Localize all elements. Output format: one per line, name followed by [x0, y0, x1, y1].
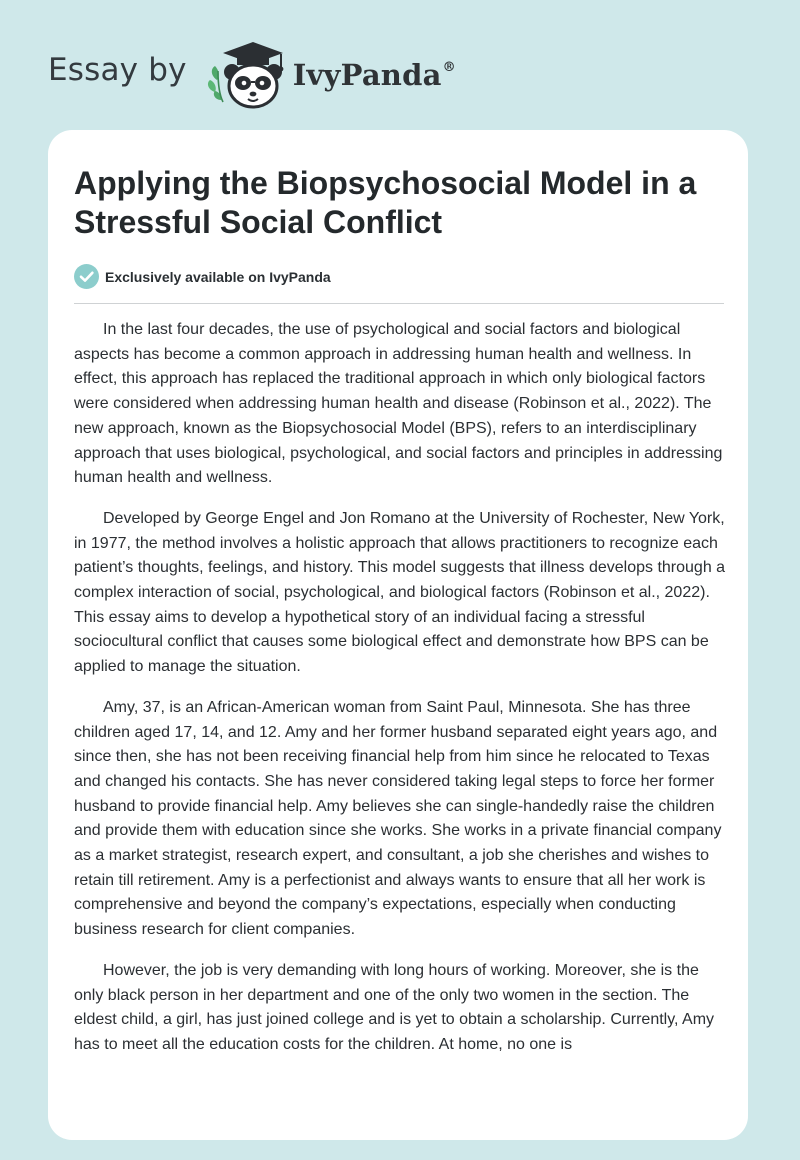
site-header [48, 36, 456, 110]
essay-body [74, 318, 726, 1074]
registered-mark: ® [442, 60, 456, 75]
essay-paragraph: Amy, 37, is an African-American woman from Saint Paul, Minnesota. She has three children aged 17, 14, and 12. Amy and her former husband separated eight years ago, and since then, she has not been receiving financial help from him since he relocated to Texas and changed his contacts. She has never considered taking legal steps to force her former husband to provide financial help. Amy believes she can single-handedly raise the children and provide them with education since she works. She works in a private financial company as a market strategist, research expert, and consultant, a job she cherishes and wishes to retain till retirement. Amy is a perfectionist and always wants to ensure that all her work is comprehensive and beyond the company’s expectations, especially when conducting business research for client companies. [74, 698, 722, 939]
essay-by-label: Essay by [48, 52, 187, 88]
essay-paragraph: Developed by George Engel and Jon Romano at the University of Rochester, New York, in 1977, the method involves a holistic approach that allows practitioners to recognize each patient’s thoughts, feelings, and history. This model suggests that illness develops through a complex interaction of social, psychological, and biological factors (Robinson et al., 2022). This essay aims to develop a hypothetical story of an individual facing a stressful sociocultural conflict that causes some biological effect and demonstrate how BPS can be applied to manage the situation. [74, 509, 726, 676]
brand-name[interactable] [293, 58, 456, 92]
essay-title: Applying the Biopsychosocial Model in a Stressful Social Conflict [74, 165, 697, 240]
essay-paragraph: In the last four decades, the use of psychological and social factors and biological aspects has become a common approach in addressing human health and wellness. In effect, this approach has replaced the traditional approach in which only biological factors were considered when addressing human health and disease (Robinson et al., 2022). The new approach, known as the Biopsychosocial Model (BPS), refers to an interdisciplinary approach that uses biological, psychological, and social factors and principles in addressing human health and wellness. [74, 321, 723, 487]
check-circle-icon [74, 264, 99, 289]
panda-graduate-logo-icon[interactable] [201, 36, 299, 110]
title-divider [74, 303, 724, 304]
essay-card [48, 130, 748, 1140]
exclusive-badge-label: Exclusively available on IvyPanda [105, 268, 331, 285]
exclusive-badge [74, 264, 331, 289]
essay-paragraph: However, the job is very demanding with long hours of working. Moreover, she is the only black person in her department and one of the only two women in the section. The eldest child, a girl, has just joined college and is yet to obtain a scholarship. Currently, Amy has to meet all the education costs for the children. At home, no one is [74, 961, 715, 1053]
brand-text: IvyPanda [292, 58, 442, 92]
